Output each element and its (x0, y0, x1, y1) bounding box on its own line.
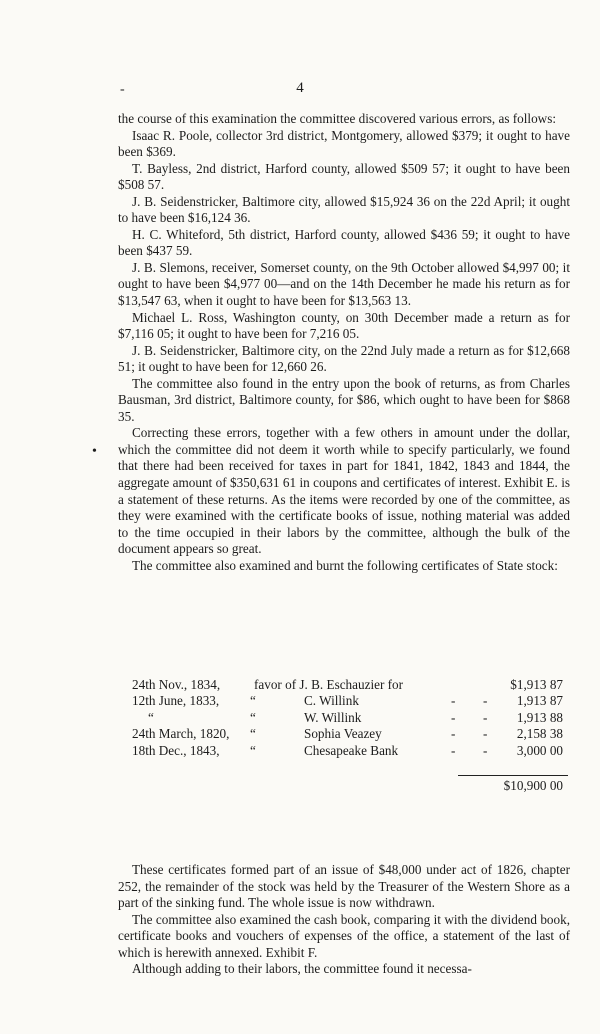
paragraph: J. B. Seidenstricker, Baltimore city, allowed $15,924 36 on the 22d April; it ought to have been $16,124 36. (118, 193, 570, 226)
cert-leader: - (451, 742, 456, 758)
paragraph: Correcting these errors, together with a few others in amount under the dollar, which the committee did not deem it worth while to specify particularly, we found that there had been received for taxes in part for 1841, 1842, 1843 and 1844, the aggregate amount of $350,631 61 in coupons and certificates of interest. Exhibit E. is a statement of these returns. As the items were recorded by one of the committee, as they were examined with the certificate books of issue, nothing material was added to the time occupied in their labors by the committee, although the bulk of the document appears so great. (118, 425, 570, 557)
cert-name: Sophia Veazey (304, 726, 382, 742)
cert-leader: - (451, 726, 456, 742)
cert-name: Chesapeake Bank (304, 742, 399, 758)
cert-total: $10,900 00 (503, 778, 563, 793)
cert-amount: $1,913 87 (510, 677, 563, 692)
paragraph: J. B. Seidenstricker, Baltimore city, on the 22nd July made a return as for $12,668 51; it ought to have been for 12,660 26. (118, 342, 570, 375)
cert-name: C. Willink (304, 693, 359, 709)
cert-amount: 1,913 87 (516, 693, 563, 709)
paragraph: Although adding to their labors, the committee found it necessa- (132, 961, 472, 977)
cert-name: favor of J. B. Eschauzier for (254, 677, 404, 692)
cert-date: 24th Nov., 1834, (132, 677, 221, 692)
cert-leader: - (483, 693, 488, 709)
cert-leader: - (483, 742, 488, 758)
cert-leader: - (451, 709, 456, 725)
paragraph: T. Bayless, 2nd district, Harford county, allowed $509 57; it ought to have been $508 57. (118, 160, 570, 193)
cert-date: 12th June, 1833, (132, 693, 220, 709)
cert-leader: - (451, 693, 456, 709)
paragraph: Isaac R. Poole, collector 3rd district, Montgomery, allowed $379; it ought to have been $369. (118, 127, 570, 160)
paragraph: Michael L. Ross, Washington county, on 30th December made a return as for $7,116 05; it ought to have been for 7,216 05. (118, 309, 570, 342)
table-row (118, 743, 570, 759)
paragraph: The committee also examined the cash book, comparing it with the dividend book, certificate books and vouchers of expenses of the office, a statement of the last of which is herewith annexed. Exhibit F. (118, 911, 570, 960)
cert-date: 18th Dec., 1843, (132, 742, 220, 758)
paragraph: These certificates formed part of an issue of $48,000 under act of 1826, chapter 252, the remainder of the stock was held by the Treasurer of the Western Shore as a part of the sinking fund. The whole issue is now withdrawn. (118, 862, 570, 911)
table-row (118, 693, 570, 709)
cert-amount: 3,000 00 (516, 742, 563, 758)
body-text-bottom (118, 862, 570, 978)
table-row (118, 710, 570, 726)
cert-amount: 2,158 38 (516, 726, 563, 742)
cert-ditto: “ (250, 742, 256, 758)
cert-date: 24th March, 1820, (132, 726, 230, 742)
cert-leader: - (483, 726, 488, 742)
cert-name: W. Willink (304, 709, 362, 725)
total-rule (458, 775, 568, 776)
cert-ditto: “ (250, 709, 256, 725)
cert-amount: 1,913 88 (516, 709, 563, 725)
cert-ditto: “ (250, 726, 256, 742)
margin-dash: - (120, 82, 125, 97)
page-number: 4 (296, 80, 304, 96)
body-text-top (118, 111, 570, 574)
paragraph: The committee also examined and burnt the following certificates of State stock: (132, 557, 558, 573)
table-row (118, 677, 570, 693)
table-row (118, 726, 570, 742)
paragraph: the course of this examination the committee discovered various errors, as follows: (118, 111, 556, 126)
cert-leader: - (483, 709, 488, 725)
paragraph: J. B. Slemons, receiver, Somerset county, on the 9th October allowed $4,997 00; it ought to have been $4,977 00—and on the 14th December he made his return as for $13,547 63, when it ought to have been for $13,563 13. (118, 259, 570, 309)
cert-date: “ (148, 709, 154, 725)
margin-dot: • (92, 444, 97, 459)
paragraph: H. C. Whiteford, 5th district, Harford county, allowed $436 59; it ought to have been $437 59. (118, 226, 570, 259)
paragraph: The committee also found in the entry upon the book of returns, as from Charles Bausman, 3rd district, Baltimore county, for $86, which ought to have been for $868 35. (118, 375, 570, 424)
certificates-table (118, 677, 570, 793)
cert-ditto: “ (250, 693, 256, 709)
